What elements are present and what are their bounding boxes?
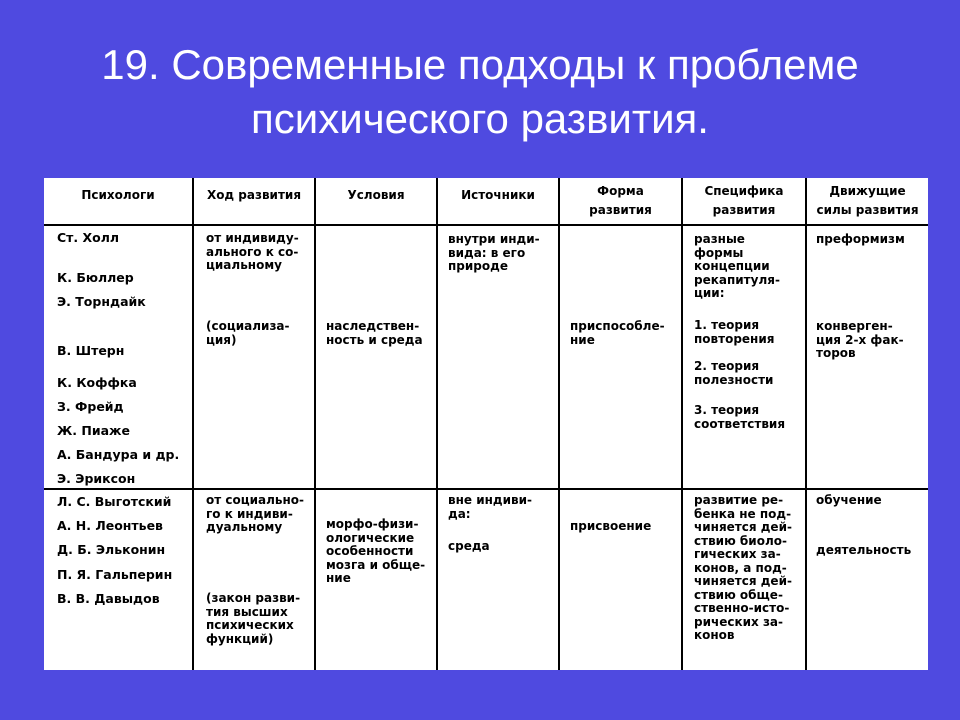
column-divider <box>805 178 807 670</box>
column-divider <box>681 178 683 670</box>
psychologist-name: В. В. Давыдов <box>57 591 160 606</box>
psychologist-name: Э. Торндайк <box>57 294 146 309</box>
slide-title <box>0 38 960 146</box>
specifics-cell: 3. теория соответствия <box>694 403 786 431</box>
header-course: Ход развития <box>206 188 302 202</box>
specifics-cell: разные формы концепции рекапитуля- ции: <box>694 232 780 300</box>
psychologist-name: К. Коффка <box>57 375 137 390</box>
header-specifics: Специфика развития <box>704 184 784 217</box>
psychologist-name: К. Бюллер <box>57 270 134 285</box>
psychologist-name: Э. Эриксон <box>57 471 136 486</box>
group-divider <box>44 488 928 490</box>
psychologist-name: В. Штерн <box>57 343 125 358</box>
sources-cell: среда <box>448 539 490 553</box>
course-cell: от индивиду- ального к со- циальному <box>206 231 299 272</box>
header-forces: Движущие силы развития <box>816 184 919 217</box>
header-divider <box>44 224 928 226</box>
psychologist-name: Ст. Холл <box>57 230 120 245</box>
sources-cell: вне индиви- да: <box>448 493 532 521</box>
header-form: Форма развития <box>589 184 652 217</box>
psychologist-name: З. Фрейд <box>57 399 124 414</box>
form-cell: приспособле- ние <box>570 319 665 347</box>
forces-cell: обучение <box>816 493 882 507</box>
header-conditions: Условия <box>347 188 405 202</box>
conditions-cell: морфо-физи- ологические особенности мозга и обще- ние <box>326 517 426 585</box>
psychologist-name: Д. Б. Эльконин <box>57 542 166 557</box>
psychologist-name: Л. С. Выготский <box>57 494 172 509</box>
psychologist-name: А. Н. Леонтьев <box>57 518 163 533</box>
conditions-cell: наследствен- ность и среда <box>326 319 423 347</box>
column-divider <box>436 178 438 670</box>
column-divider <box>192 178 194 670</box>
header-psychologists: Психологи <box>81 188 155 202</box>
psychologist-name: П. Я. Гальперин <box>57 567 173 582</box>
specifics-cell: 1. теория повторения <box>694 318 775 346</box>
course-cell: (социализа- ция) <box>206 319 290 347</box>
forces-cell: деятельность <box>816 543 912 557</box>
column-divider <box>314 178 316 670</box>
course-cell: от социально- го к индиви- дуальному <box>206 493 305 534</box>
form-cell: присвоение <box>570 519 652 533</box>
sources-cell: внутри инди- вида: в его природе <box>448 232 540 273</box>
title-line-1: 19. Современные подходы к проблеме <box>101 41 859 88</box>
forces-cell: преформизм <box>816 232 905 246</box>
approaches-table <box>44 178 928 670</box>
specifics-cell: развитие ре- бенка не под- чиняется дей- ствию биоло- гических за- конов, а под- чиняется дей- ствию обще- ственно-исто- рических за- конов <box>694 493 792 642</box>
psychologist-name: Ж. Пиаже <box>57 423 130 438</box>
psychologist-name: А. Бандура и др. <box>57 447 180 462</box>
title-line-2: психического развития. <box>251 95 709 142</box>
forces-cell: конверген- ция 2-х фак- торов <box>816 319 904 360</box>
column-divider <box>558 178 560 670</box>
specifics-cell: 2. теория полезности <box>694 359 774 387</box>
course-cell: (закон разви- тия высших психических функций) <box>206 591 301 646</box>
header-sources: Источники <box>461 188 535 202</box>
